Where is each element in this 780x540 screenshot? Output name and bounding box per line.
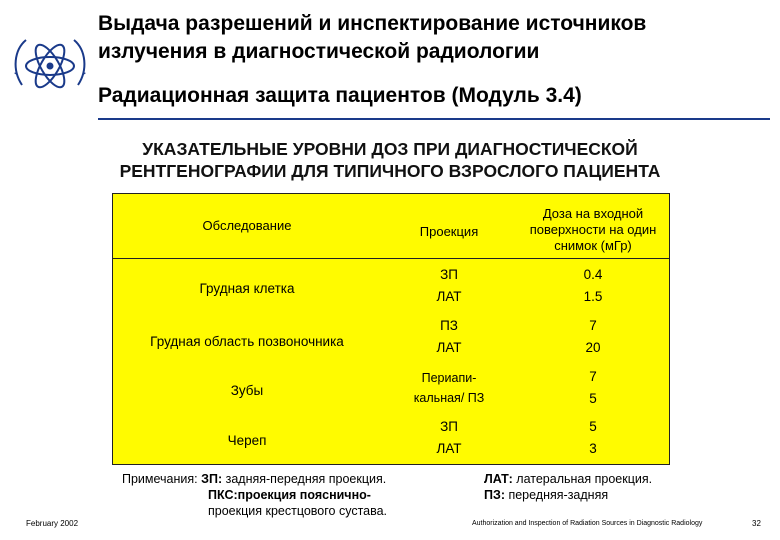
header-exam: Обследование: [202, 218, 292, 233]
header-dose-line-2: поверхности на один: [529, 222, 657, 237]
note-lat: [484, 471, 652, 487]
projection-1: ЗП: [440, 419, 458, 434]
dose-2: 3: [589, 441, 597, 456]
table-row-chest: [113, 264, 669, 314]
slide-subtitle: Радиационная защита пациентов (Модуль 3.4): [98, 84, 582, 107]
heading-line-1: УКАЗАТЕЛЬНЫЕ УРОВНИ ДОЗ ПРИ ДИАГНОСТИЧЕСКОЙ: [142, 139, 638, 159]
dose-2: 1.5: [583, 289, 603, 304]
note-pks: [122, 487, 387, 503]
header-dose-line-1: Доза на входной: [542, 206, 644, 221]
heading-line-2: РЕНТГЕНОГРАФИИ ДЛЯ ТИПИЧНОГО ВЗРОСЛОГО ПАЦИЕНТА: [119, 161, 661, 181]
footer-course: Authorization and Inspection of Radiation Sources in Diagnostic Radiology: [472, 520, 703, 527]
cell-exam: Зубы: [230, 383, 264, 398]
section-heading: [40, 138, 740, 182]
note-lat-text: латеральная проекция.: [512, 472, 653, 486]
cell-dose: [517, 264, 669, 308]
dose-1: 5: [589, 419, 597, 434]
header-dose: [517, 206, 669, 254]
cell-dose: [517, 315, 669, 359]
note-zp-key: ЗП:: [201, 472, 223, 486]
projection-2: ЛАТ: [436, 340, 462, 355]
note-pks-key: ПКС:: [208, 488, 238, 502]
cell-projection: [381, 315, 517, 359]
note-zp-text: задняя-передняя проекция.: [222, 472, 387, 486]
note-pks-text-2: проекция крестцового сустава.: [208, 504, 388, 518]
notes-right: [484, 471, 652, 503]
cell-dose: [517, 366, 669, 410]
note-pks-continued: [122, 503, 387, 519]
slide-title: [98, 10, 758, 66]
dose-1: 7: [589, 369, 597, 384]
note-pks-text: проекция пояснично-: [237, 488, 371, 502]
note-zp: [122, 471, 387, 487]
title-line-2: излучения в диагностической радиологии: [98, 40, 540, 63]
notes-label: Примечания:: [122, 472, 198, 486]
notes-left: [122, 471, 387, 519]
cell-projection: [381, 264, 517, 308]
dose-reference-table: [112, 193, 670, 465]
cell-exam: Грудная клетка: [199, 281, 295, 296]
cell-exam: Грудная область позвоночника: [150, 334, 344, 349]
table-row-teeth: [113, 366, 669, 416]
projection-2: ЛАТ: [436, 289, 462, 304]
note-lat-key: ЛАТ:: [484, 472, 513, 486]
header-dose-line-3: снимок (мГр): [554, 238, 632, 253]
cell-exam: Череп: [227, 433, 267, 448]
cell-dose: [517, 416, 669, 460]
dose-2: 5: [589, 391, 597, 406]
title-line-1: Выдача разрешений и инспектирование источников: [98, 12, 647, 35]
dose-2: 20: [585, 340, 601, 355]
projection-1: ЗП: [440, 267, 458, 282]
iaea-atom-logo: [8, 30, 92, 100]
dose-1: 0.4: [583, 267, 603, 282]
cell-projection: [381, 416, 517, 460]
dose-1: 7: [589, 318, 597, 333]
note-pz: [484, 487, 652, 503]
footer-date: February 2002: [26, 519, 79, 528]
table-header: [113, 194, 669, 259]
page-number: 32: [752, 519, 761, 528]
projection-2: кальная/ ПЗ: [413, 391, 485, 405]
note-pz-key: ПЗ:: [484, 488, 505, 502]
note-pz-text: передняя-задняя: [504, 488, 609, 502]
header-projection: Проекция: [419, 224, 479, 239]
table-row-skull: [113, 416, 669, 466]
projection-1: ПЗ: [440, 318, 458, 333]
cell-projection: [381, 368, 517, 408]
projection-2: ЛАТ: [436, 441, 462, 456]
header-divider: [98, 118, 770, 120]
projection-1: Периапи-: [421, 371, 477, 385]
table-row-thoracic-spine: [113, 315, 669, 365]
